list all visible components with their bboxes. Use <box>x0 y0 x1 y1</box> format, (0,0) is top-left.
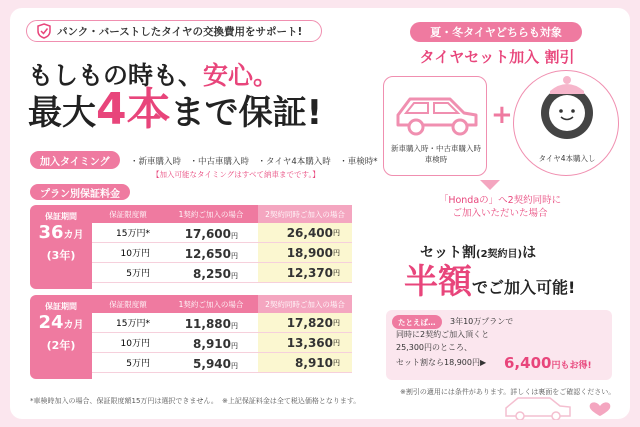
row-price-one: 8,250 <box>193 267 231 281</box>
unit: 円 <box>231 232 238 240</box>
row-price-one: 17,600 <box>184 227 231 241</box>
header-one: 1契約ご加入の場合 <box>178 299 244 309</box>
tire-caption: タイヤ4本購入し <box>538 154 596 163</box>
table-row <box>92 223 352 243</box>
tire-mascot-icon <box>514 71 620 151</box>
months-unit: カ月 <box>63 320 84 331</box>
decorative-car-icon <box>498 390 628 420</box>
savings-amount: 6,400 <box>504 354 552 372</box>
car-caption <box>384 143 488 165</box>
example-line4: セット割なら18,900円▶ <box>396 358 487 367</box>
headline-line2-big: 4本 <box>96 84 171 135</box>
example-box <box>386 310 612 380</box>
headline-line1-accent: 安心。 <box>203 61 279 90</box>
header-limit: 保証限度額 <box>109 299 147 309</box>
tire-card <box>513 70 619 176</box>
set-pre: セット割 <box>420 245 476 261</box>
plan-table-36 <box>92 205 352 283</box>
unit: 円 <box>231 322 238 330</box>
example-line3: 25,300円のところ、 <box>396 343 472 352</box>
car-icon <box>384 81 488 145</box>
months-unit: カ月 <box>63 230 84 241</box>
row-limit: 5万円 <box>126 359 150 369</box>
table-row <box>92 353 352 373</box>
header-two: 2契約同時ご加入の場合 <box>258 205 352 223</box>
unit: 円 <box>333 268 340 277</box>
months-num: 36 <box>38 222 64 243</box>
condition-text <box>390 194 610 220</box>
row-limit: 10万円 <box>120 249 150 259</box>
car-caption-line1: 新車購入時・中古車購入時 <box>391 144 481 153</box>
unit: 円 <box>231 362 238 370</box>
car-card <box>383 76 487 176</box>
table-header <box>92 205 352 223</box>
plan-table-24 <box>92 295 352 373</box>
shield-icon <box>37 23 51 39</box>
plan-period-24 <box>30 295 92 379</box>
row-price-one: 5,940 <box>193 357 231 371</box>
table-row <box>92 313 352 333</box>
set-post: は <box>522 245 537 261</box>
row-limit: 15万円* <box>116 229 150 239</box>
row-limit: 10万円 <box>120 339 150 349</box>
unit: 円 <box>333 228 340 237</box>
header-limit: 保証限度額 <box>109 209 147 219</box>
example-line2: 同時に2契約ご加入頂くと <box>396 330 490 339</box>
unit: 円 <box>333 318 340 327</box>
table-row <box>92 263 352 283</box>
row-price-two: 13,360 <box>286 335 333 350</box>
example-tag: たとえば… <box>392 315 442 329</box>
period-years: (3年) <box>46 249 76 262</box>
row-price-two: 8,910 <box>295 355 333 370</box>
unit: 円 <box>231 252 238 260</box>
car-caption-line2: 車検時 <box>424 155 448 164</box>
set-small: (2契約目) <box>476 249 523 260</box>
months-num: 24 <box>38 312 64 333</box>
plus-sign: + <box>491 100 513 130</box>
set-discount-line <box>420 242 536 262</box>
headline-line2-post: まで保証! <box>170 93 323 133</box>
period-years: (2年) <box>46 339 76 352</box>
row-price-two: 18,900 <box>286 245 333 260</box>
row-limit: 15万円* <box>116 319 150 329</box>
footnote-right: ※割引の適用には条件があります。詳しくは裏面をご確認ください。 <box>400 388 616 396</box>
headline-line2 <box>28 84 323 135</box>
unit: 円 <box>231 342 238 350</box>
row-price-two: 26,400 <box>286 225 333 240</box>
row-price-one: 12,650 <box>184 247 231 261</box>
table-row <box>92 333 352 353</box>
period-months <box>30 222 92 247</box>
half-text: 半額 <box>404 262 472 302</box>
period-label: 保証期間 <box>45 302 77 311</box>
table-header <box>92 295 352 313</box>
period-months <box>30 312 92 337</box>
plan-label: プラン別保証料金 <box>30 184 130 200</box>
unit: 円 <box>231 272 238 280</box>
row-price-one: 8,910 <box>193 337 231 351</box>
condition-line2: ご加入いただいた場合 <box>452 208 548 219</box>
row-price-two: 17,820 <box>286 315 333 330</box>
unit: 円 <box>333 338 340 347</box>
row-limit: 5万円 <box>126 269 150 279</box>
timing-note: 【加入可能なタイミングはすべて納車までです。】 <box>152 170 320 179</box>
banner-text: パンク・バーストしたタイヤの交換費用をサポート! <box>57 25 303 38</box>
condition-line1: 「Hondaの」へ2契約同時に <box>438 195 562 206</box>
footnote-middle: ※上記保証料金は全て税込価格となります。 <box>222 397 361 405</box>
plan-period-36 <box>30 205 92 289</box>
timing-label: 加入タイミング <box>30 151 120 169</box>
target-pill: 夏・冬タイヤどちらも対象 <box>410 22 582 42</box>
unit: 円 <box>333 248 340 257</box>
support-banner <box>26 20 322 42</box>
headline-line2-pre: 最大 <box>28 93 96 133</box>
timing-items: ・新車購入時 ・中古車購入時 ・タイヤ4本購入時 ・車検時* <box>130 157 378 167</box>
header-two: 2契約同時ご加入の場合 <box>258 295 352 313</box>
headline-line1-text: もしもの時も、 <box>28 61 204 90</box>
savings-suffix: 円もお得! <box>551 361 592 371</box>
header-one: 1契約ご加入の場合 <box>178 209 244 219</box>
table-row <box>92 243 352 263</box>
unit: 円 <box>333 358 340 367</box>
down-arrow-icon <box>480 180 500 190</box>
row-price-one: 11,880 <box>184 317 231 331</box>
half-price-line <box>404 262 575 308</box>
example-savings <box>504 354 592 372</box>
row-price-two: 12,370 <box>286 265 333 280</box>
half-post: でご加入可能! <box>472 278 576 297</box>
discount-title: タイヤセット加入 割引 <box>419 48 575 66</box>
period-label: 保証期間 <box>45 212 77 221</box>
footnote-left: *車検時加入の場合、保証限度額15万円は選択できません。 <box>30 397 218 405</box>
example-line1: 3年10万プランで <box>450 317 514 326</box>
